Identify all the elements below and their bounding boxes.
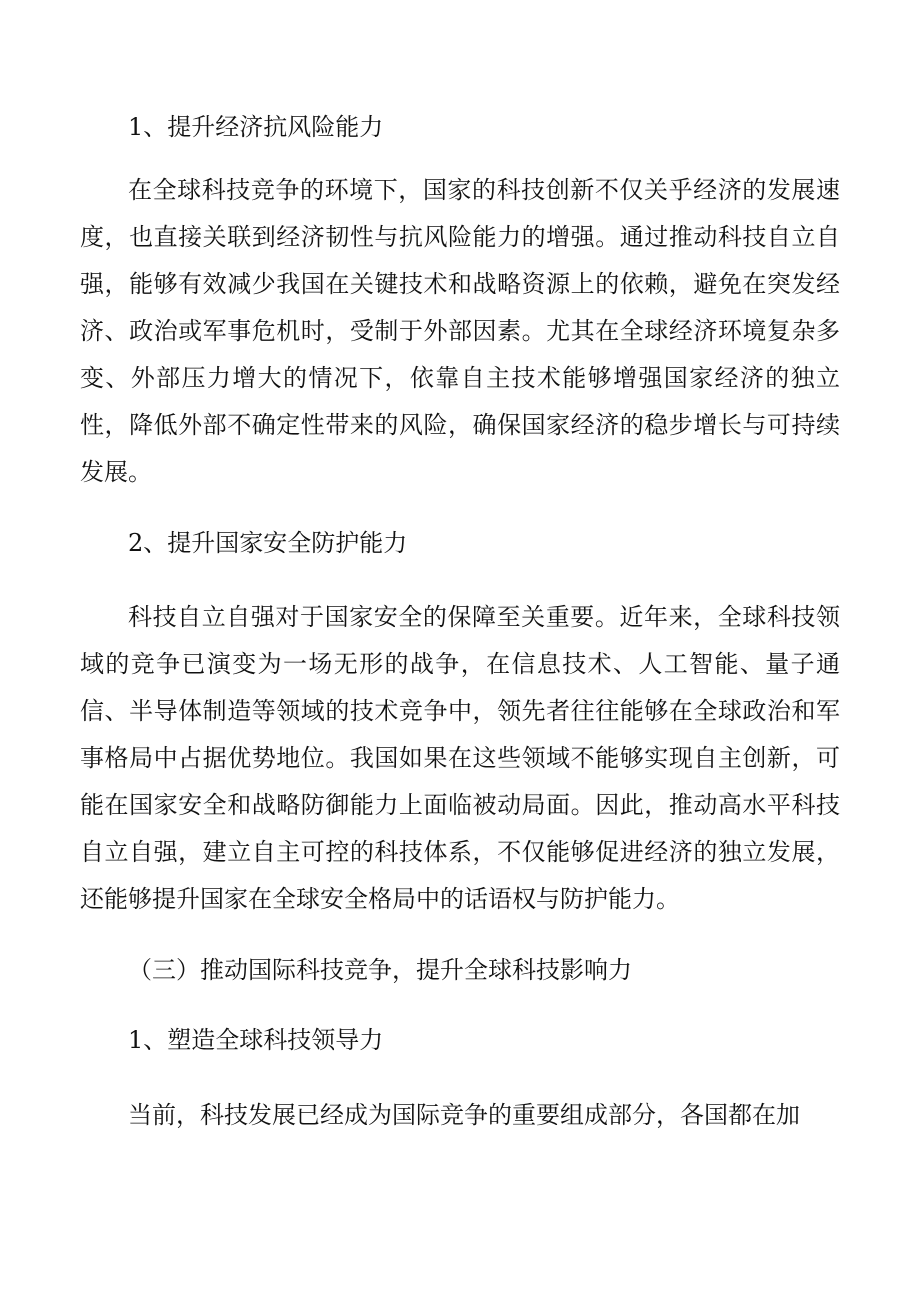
document-body [80,108,840,1139]
body-paragraph-tech-leadership: 当前，科技发展已经成为国际竞争的重要组成部分，各国都在加 [128,1101,800,1129]
body-paragraph-economic-risk: 在全球科技竞争的环境下，国家的科技创新不仅关乎经济的发展速度，也直接关联到经济韧性与抗风险能力的增强。通过推动科技自立自强，能够有效减少我国在关键技术和战略资源上的依赖，避免在突发经济、政治或军事危机时，受制于外部因素。尤其在全球经济环境复杂多变、外部压力增大的情况下，依靠自主技术能够增强国家经济的独立性，降低外部不确定性带来的风险，确保国家经济的稳步增长与可持续发展。 [80,176,840,486]
section-heading-national-security: 2、提升国家安全防护能力 [128,529,408,557]
body-paragraph-national-security: 科技自立自强对于国家安全的保障至关重要。近年来，全球科技领域的竞争已演变为一场无形的战争，在信息技术、人工智能、量子通信、半导体制造等领域的技术竞争中，领先者往往能够在全球政治和军事格局中占据优势地位。我国如果在这些领域不能够实现自主创新，可能在国家安全和战略防御能力上面临被动局面。因此，推动高水平科技自立自强，建立自主可控的科技体系，不仅能够促进经济的独立发展，还能够提升国家在全球安全格局中的话语权与防护能力。 [80,603,840,913]
subsection-heading: （三）推动国际科技竞争，提升全球科技影响力 [128,956,632,984]
subsection-item-heading: 1、塑造全球科技领导力 [128,1026,384,1054]
section-heading-economic-risk: 1、提升经济抗风险能力 [128,113,384,141]
